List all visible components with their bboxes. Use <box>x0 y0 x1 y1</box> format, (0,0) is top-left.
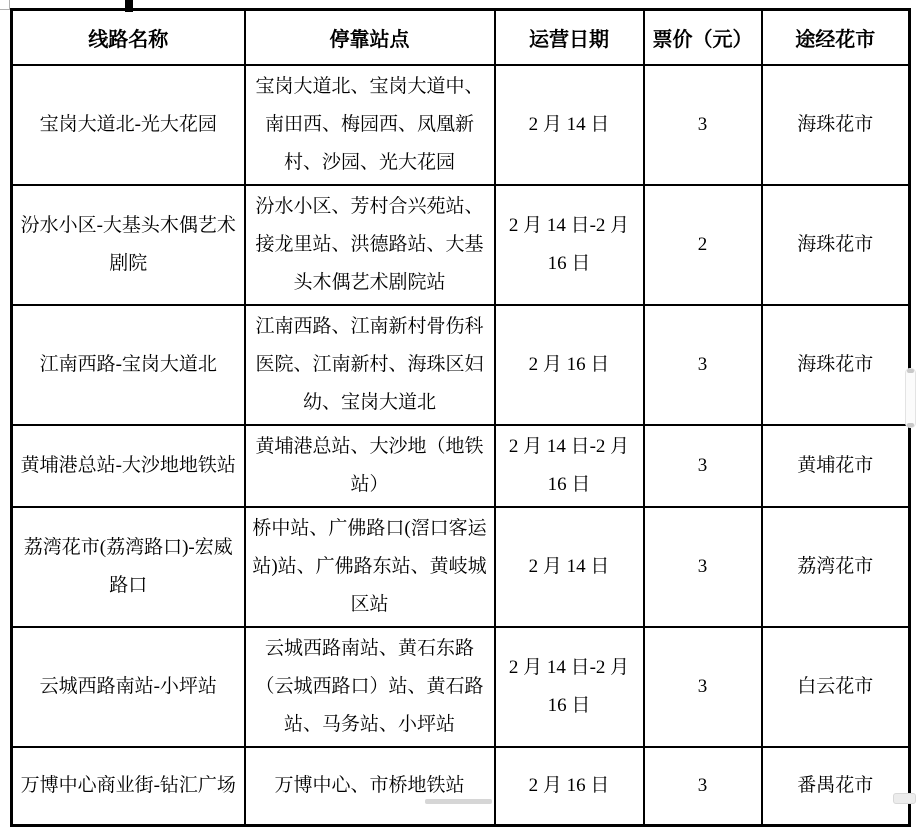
cell-dates: 2 月 14 日 <box>495 65 644 185</box>
cell-route: 云城西路南站-小坪站 <box>12 627 245 747</box>
cell-route: 荔湾花市(荔湾路口)-宏威路口 <box>12 507 245 627</box>
table-row <box>12 627 910 747</box>
cell-stops: 黄埔港总站、大沙地（地铁站） <box>245 425 495 507</box>
table-row <box>12 425 910 507</box>
cell-fare: 3 <box>644 747 762 826</box>
cell-route: 万博中心商业街-钻汇广场 <box>12 747 245 826</box>
cell-fare: 3 <box>644 65 762 185</box>
flower-market-bus-routes-table <box>10 8 911 827</box>
cell-dates: 2 月 16 日 <box>495 305 644 425</box>
cell-stops: 宝岗大道北、宝岗大道中、南田西、梅园西、凤凰新村、沙园、光大花园 <box>245 65 495 185</box>
cell-dates: 2 月 16 日 <box>495 747 644 826</box>
cell-dates: 2 月 14 日-2 月 16 日 <box>495 185 644 305</box>
table-row <box>12 507 910 627</box>
vertical-scrollbar-thumb[interactable] <box>905 368 916 428</box>
cell-route: 江南西路-宝岗大道北 <box>12 305 245 425</box>
cell-market: 番禺花市 <box>762 747 910 826</box>
cell-route: 汾水小区-大基头木偶艺术剧院 <box>12 185 245 305</box>
cell-fare: 3 <box>644 627 762 747</box>
cell-fare: 3 <box>644 305 762 425</box>
cell-market: 海珠花市 <box>762 305 910 425</box>
cell-market: 白云花市 <box>762 627 910 747</box>
page-corner-artifact <box>0 0 10 10</box>
table-header-row <box>12 10 910 65</box>
table-row <box>12 305 910 425</box>
column-header-stops: 停靠站点 <box>245 10 495 65</box>
cell-market: 荔湾花市 <box>762 507 910 627</box>
table-row <box>12 747 910 826</box>
cell-stops: 万博中心、市桥地铁站 <box>245 747 495 826</box>
cell-stops: 桥中站、广佛路口(滘口客运站)站、广佛路东站、黄岐城区站 <box>245 507 495 627</box>
cell-stops: 云城西路南站、黄石东路（云城西路口）站、黄石路站、马务站、小坪站 <box>245 627 495 747</box>
flower-market-bus-routes-table-wrap <box>10 8 911 827</box>
scrollbar-corner-chip <box>893 793 916 804</box>
cell-stops: 汾水小区、芳村合兴苑站、接龙里站、洪德路站、大基头木偶艺术剧院站 <box>245 185 495 305</box>
cell-market: 海珠花市 <box>762 65 910 185</box>
cell-route: 宝岗大道北-光大花园 <box>12 65 245 185</box>
horizontal-scrollbar-thumb[interactable] <box>425 799 492 804</box>
column-header-dates: 运营日期 <box>495 10 644 65</box>
cell-fare: 3 <box>644 507 762 627</box>
cell-fare: 2 <box>644 185 762 305</box>
table-row <box>12 65 910 185</box>
cell-market: 海珠花市 <box>762 185 910 305</box>
cell-dates: 2 月 14 日 <box>495 507 644 627</box>
cell-dates: 2 月 14 日-2 月 16 日 <box>495 627 644 747</box>
cell-stops: 江南西路、江南新村骨伤科医院、江南新村、海珠区妇幼、宝岗大道北 <box>245 305 495 425</box>
column-header-route: 线路名称 <box>12 10 245 65</box>
cell-market: 黄埔花市 <box>762 425 910 507</box>
cell-route: 黄埔港总站-大沙地地铁站 <box>12 425 245 507</box>
cell-fare: 3 <box>644 425 762 507</box>
cell-dates: 2 月 14 日-2 月 16 日 <box>495 425 644 507</box>
table-row <box>12 185 910 305</box>
column-header-market: 途经花市 <box>762 10 910 65</box>
column-header-fare: 票价（元） <box>644 10 762 65</box>
